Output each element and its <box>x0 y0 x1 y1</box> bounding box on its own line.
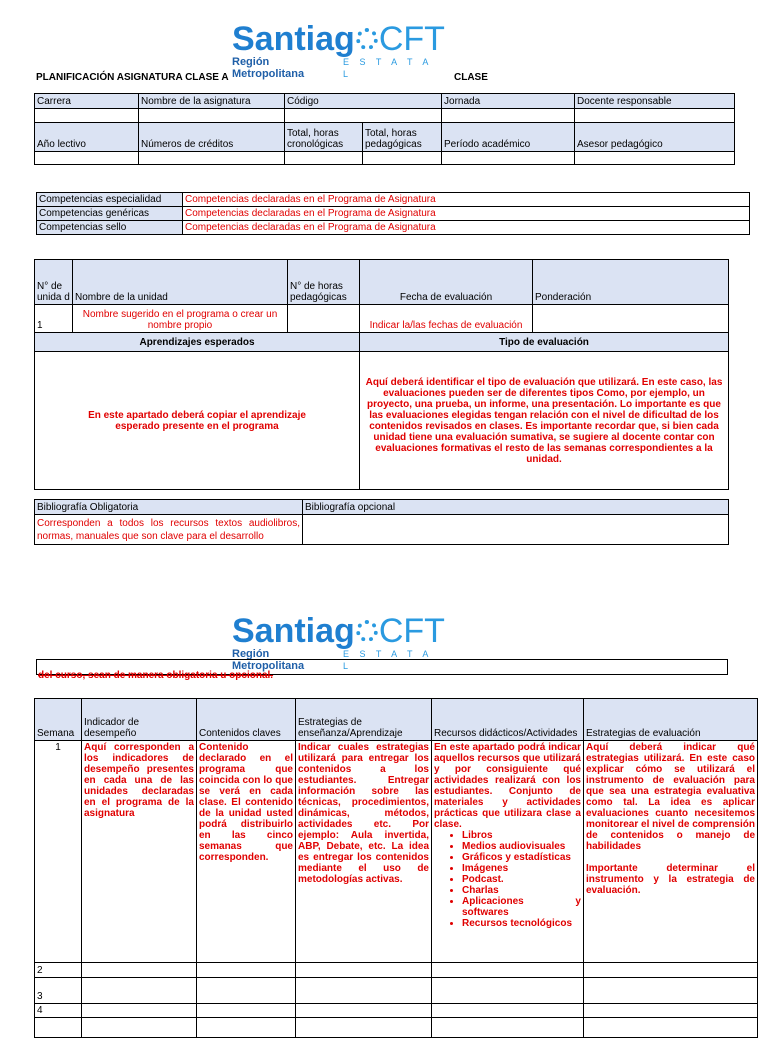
blank-cell[interactable] <box>197 1018 296 1038</box>
indicador-text[interactable]: Aquí corresponden a los indicadores de desempeño presentes en cada una de las unidades declaradas en el programa de la asignatura <box>82 741 197 963</box>
unidad-table <box>34 259 729 490</box>
estrategias-text[interactable]: Indicar cuales estrategias utilizará para entregar los contenidos a los estudiantes. Entregar información sobre las técnicas, procedimientos, dinámicas, métodos, actividades etc. Por ejemplo: Aula invertida, ABP, Debate, etc. La idea es entregar los contenidos mediante el uso de metodologías activas. <box>296 741 432 963</box>
unidad-fecha[interactable]: Indicar la/las fechas de evaluación <box>360 305 533 333</box>
header-estrategias: Estrategias de enseñanza/Aprendizaje <box>296 699 432 741</box>
overflow-text: del curso, sean de manera obligatoria u opcional. <box>38 670 274 681</box>
list-item: • Medios audiovisuales <box>462 841 581 852</box>
recursos-list <box>434 830 581 929</box>
recursos-intro: En este apartado podrá indicar aquellos recursos que utilizará y por consiguiente qué actividades realizará con los estudiantes. Conjunto de materiales y actividades prácticas que utilizara clase a clase. <box>434 742 581 830</box>
header-recursos: Recursos didácticos/Actividades <box>432 699 584 741</box>
competencias-especialidad-label: Competencias especialidad <box>37 193 183 207</box>
logo-cft-text: CFT <box>378 20 445 58</box>
header-num-unidad: N° de unida d <box>35 260 73 305</box>
unidad-num: 1 <box>35 305 73 333</box>
list-item: • Recursos tecnológicos <box>462 918 581 929</box>
logo-region: Región Metropolitana <box>232 56 305 80</box>
competencias-sello-value[interactable]: Competencias declaradas en el Programa de Asignatura <box>183 221 750 235</box>
header-contenidos: Contenidos claves <box>197 699 296 741</box>
blank-cell[interactable] <box>35 109 139 123</box>
gear-icon <box>356 620 378 642</box>
header-indicador: Indicador de desempeño <box>82 699 197 741</box>
blank-cell[interactable] <box>285 109 442 123</box>
blank-cell[interactable] <box>139 152 285 165</box>
cell-docente: Docente responsable <box>575 94 735 109</box>
blank-cell[interactable] <box>296 963 432 978</box>
week-number: 1 <box>35 741 82 963</box>
header-fecha-evaluacion: Fecha de evaluación <box>360 260 533 305</box>
blank-cell[interactable] <box>82 963 197 978</box>
aprendizajes-text[interactable]: En este apartado deberá copiar el aprendizaje esperado presente en el programa <box>35 352 360 490</box>
blank-cell[interactable] <box>432 963 584 978</box>
blank-cell[interactable] <box>197 1004 296 1018</box>
unidad-horas[interactable] <box>288 305 360 333</box>
blank-cell[interactable] <box>139 109 285 123</box>
cell-periodo: Período académico <box>442 123 575 152</box>
competencias-genericas-label: Competencias genéricas <box>37 207 183 221</box>
page-title: PLANIFICACIÓN ASIGNATURA CLASE A <box>36 72 229 83</box>
blank-cell[interactable] <box>35 1018 82 1038</box>
contenidos-text[interactable]: Contenido declarado en el programa que coincida con lo que se verá en cada clase. El contenido de la unidad usted podrá distribuirlo en las cinco semanas que corresponden. <box>197 741 296 963</box>
blank-cell[interactable] <box>197 963 296 978</box>
recursos-cell[interactable] <box>432 741 584 963</box>
blank-cell[interactable] <box>363 152 442 165</box>
competencias-sello-label: Competencias sello <box>37 221 183 235</box>
week-number: 2 <box>35 963 82 978</box>
header-semana: Semana <box>35 699 82 741</box>
cell-asesor: Asesor pedagógico <box>575 123 735 152</box>
logo-estatal: E S T A T A L <box>342 57 432 79</box>
blank-cell[interactable] <box>285 152 363 165</box>
blank-cell[interactable] <box>197 978 296 1004</box>
logo-santiago-cft <box>232 22 446 80</box>
cell-ano-lectivo: Año lectivo <box>35 123 139 152</box>
blank-cell[interactable] <box>575 109 735 123</box>
cell-creditos: Números de créditos <box>139 123 285 152</box>
blank-cell[interactable] <box>584 978 758 1004</box>
blank-cell[interactable] <box>82 978 197 1004</box>
logo-estatal: E S T A T A L <box>342 649 432 671</box>
competencias-genericas-value[interactable]: Competencias declaradas en el Programa de Asignatura <box>183 207 750 221</box>
gear-icon <box>356 28 378 50</box>
list-item: • Podcast. <box>462 874 581 885</box>
blank-cell[interactable] <box>442 152 575 165</box>
header-aprendizajes: Aprendizajes esperados <box>35 333 360 352</box>
header-biblio-opcional: Bibliografía opcional <box>303 500 729 515</box>
logo-cft-text: CFT <box>378 612 445 650</box>
blank-cell[interactable] <box>82 1018 197 1038</box>
biblio-opcional-text[interactable] <box>303 515 729 545</box>
tipo-evaluacion-text[interactable]: Aquí deberá identificar el tipo de evaluación que utilizará. En este caso, las evaluaciones pueden ser de diferentes tipos Como, por ejemplo, un proyecto, una prueba, un informe, una presentación. Lo importante es que las evaluaciones elegidas tengan relación con el nivel de dificultad de los contenidos revisados en clases. Es importante recordar que, si bien cada unidad tiene una evaluación sumativa, se sugiere al docente contar con evaluaciones formativas el resto de las semanas correspondientes a la unidad. <box>360 352 729 490</box>
biblio-obligatoria-text[interactable]: Corresponden a todos los recursos textos audiolibros, normas, manuales que son clave para el desarrollo <box>35 515 303 545</box>
cell-horas-cronologicas: Total, horas cronológicas <box>285 123 363 152</box>
header-evaluacion: Estrategias de evaluación <box>584 699 758 741</box>
semana-table <box>34 698 758 1038</box>
cell-nombre-asignatura: Nombre de la asignatura <box>139 94 285 109</box>
header-nombre-unidad: Nombre de la unidad <box>73 260 288 305</box>
blank-cell[interactable] <box>296 1004 432 1018</box>
cell-horas-pedagogicas: Total, horas pedagógicas <box>363 123 442 152</box>
logo-text: Santiag <box>232 612 355 650</box>
list-item: • Charlas <box>462 885 581 896</box>
blank-cell[interactable] <box>584 963 758 978</box>
cell-carrera: Carrera <box>35 94 139 109</box>
list-item: • Aplicaciones y softwares <box>462 896 581 918</box>
list-item: • Libros <box>462 830 581 841</box>
cell-codigo: Código <box>285 94 442 109</box>
blank-cell[interactable] <box>35 152 139 165</box>
unidad-ponderacion[interactable] <box>533 305 729 333</box>
list-item: • Imágenes <box>462 863 581 874</box>
blank-cell[interactable] <box>584 1018 758 1038</box>
competencias-especialidad-value[interactable]: Competencias declaradas en el Programa de Asignatura <box>183 193 750 207</box>
competencias-table <box>36 192 750 235</box>
clase-label: CLASE <box>454 72 488 83</box>
blank-cell[interactable] <box>296 1018 432 1038</box>
unidad-nombre[interactable]: Nombre sugerido en el programa o crear un nombre propio <box>73 305 288 333</box>
cell-jornada: Jornada <box>442 94 575 109</box>
logo-region: Región Metropolitana <box>232 648 305 672</box>
evaluacion-cell[interactable] <box>584 741 758 963</box>
logo-text: Santiag <box>232 20 355 58</box>
evaluacion-text-1: Aquí deberá indicar qué estrategias utilizará. En este caso explicar cómo se utilizará el instrumento de evaluación para que sea una estrategia evaluativa como tal. La idea es aplicar evaluaciones cuanto necesitemos monitorear el nivel de comprensión de contenidos o manejo de habilidades <box>586 742 755 852</box>
blank-cell[interactable] <box>575 152 735 165</box>
header-biblio-obligatoria: Bibliografía Obligatoria <box>35 500 303 515</box>
blank-cell[interactable] <box>442 109 575 123</box>
bibliografia-table <box>34 499 729 545</box>
header-horas: N° de horas pedagógicas <box>288 260 360 305</box>
list-item: • Gráficos y estadísticas <box>462 852 581 863</box>
blank-cell[interactable] <box>584 1004 758 1018</box>
blank-cell[interactable] <box>82 1004 197 1018</box>
header-ponderacion: Ponderación <box>533 260 729 305</box>
week-number: 3 <box>35 978 82 1004</box>
blank-cell[interactable] <box>432 1004 584 1018</box>
evaluacion-text-2: Importante determinar el instrumento y la estrategia de evaluación. <box>586 863 755 896</box>
blank-cell[interactable] <box>432 1018 584 1038</box>
info-table <box>34 93 735 165</box>
week-number: 4 <box>35 1004 82 1018</box>
header-tipo-evaluacion: Tipo de evaluación <box>360 333 729 352</box>
blank-cell[interactable] <box>296 978 432 1004</box>
blank-cell[interactable] <box>432 978 584 1004</box>
